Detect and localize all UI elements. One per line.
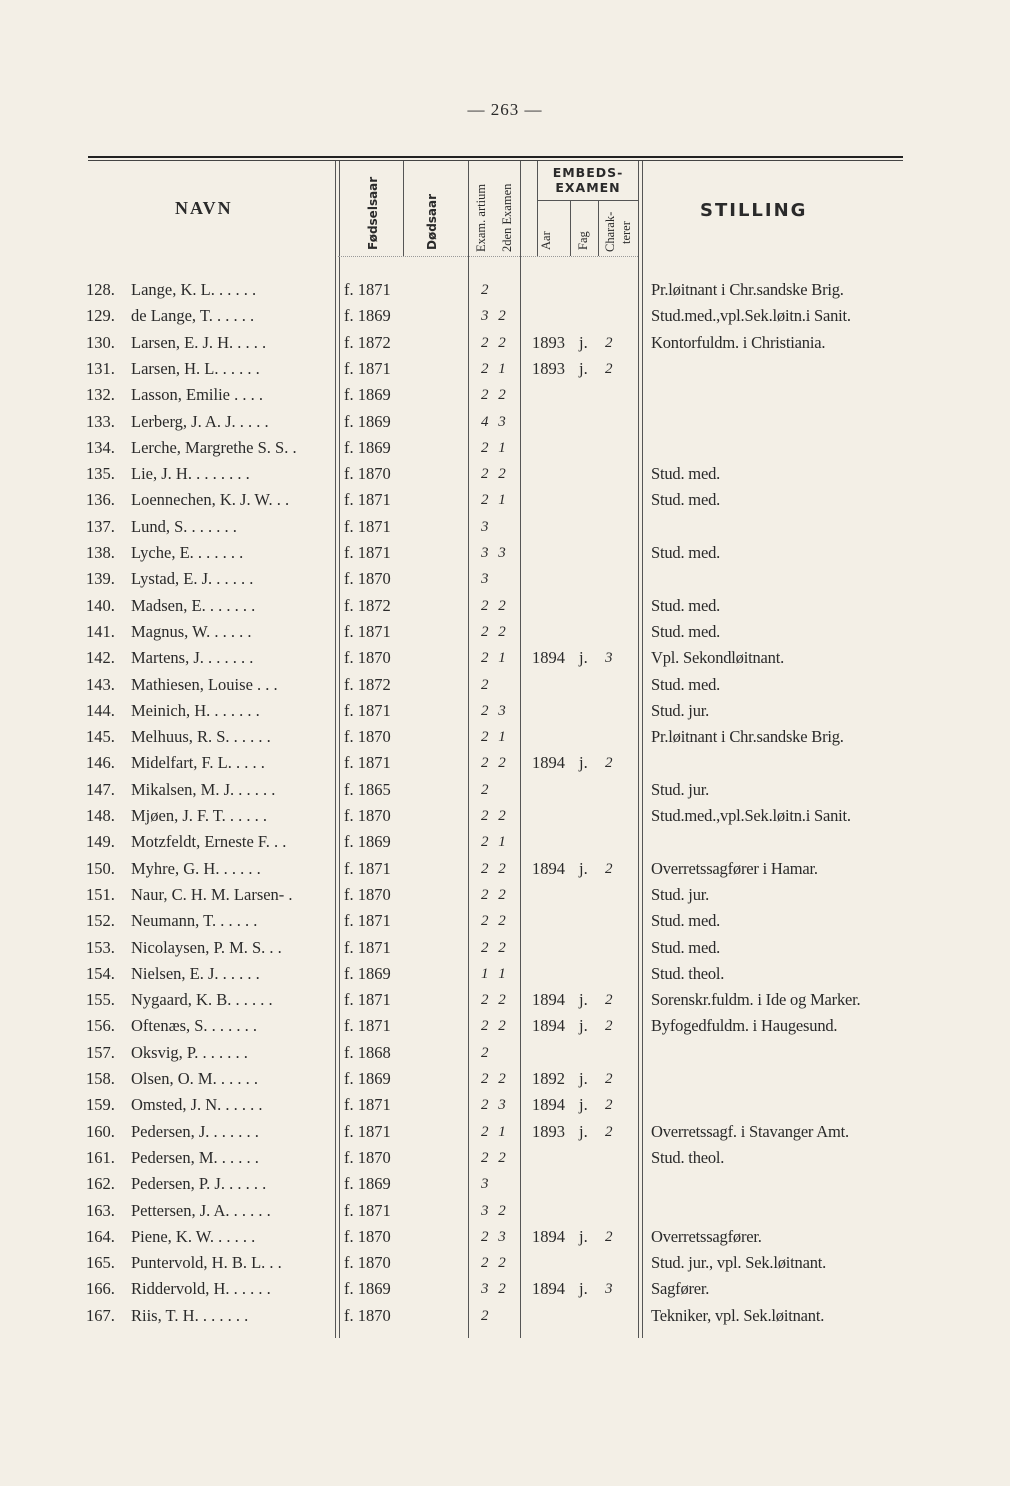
table-row [0, 593, 1010, 619]
row-exam-character: 2 [605, 860, 613, 877]
table-row [0, 935, 1010, 961]
row-occupation: Stud. med. [651, 937, 721, 957]
row-number: 166. [86, 1279, 115, 1299]
row-birth-year: f. 1871 [344, 1121, 391, 1141]
row-occupation: Overretssagfører i Hamar. [651, 858, 818, 878]
table-row [0, 1303, 1010, 1329]
row-name: Naur, C. H. M. Larsen- . [131, 884, 293, 904]
row-exam-character: 2 [605, 1018, 613, 1035]
row-name: Nielsen, E. J. . . . . . [131, 963, 260, 983]
row-exam-grades: 2 1 [481, 834, 509, 851]
row-birth-year: f. 1869 [344, 1174, 391, 1194]
row-exam-character: 2 [605, 1123, 613, 1140]
row-occupation: Sagfører. [651, 1279, 710, 1299]
table-row [0, 750, 1010, 776]
row-name: Larsen, E. J. H. . . . . [131, 332, 267, 352]
header-navn: NAVN [175, 198, 233, 218]
row-birth-year: f. 1870 [344, 1305, 391, 1325]
row-occupation: Stud. med. [651, 911, 721, 931]
row-exam-grades: 2 2 [481, 860, 509, 877]
row-name: Lyche, E. . . . . . . [131, 543, 244, 562]
row-birth-year: f. 1870 [344, 727, 391, 747]
row-birth-year: f. 1871 [344, 280, 391, 299]
row-exam-grades: 2 [481, 1307, 492, 1324]
row-number: 163. [86, 1200, 115, 1220]
row-occupation: Stud. theol. [651, 963, 725, 983]
row-number: 138. [86, 543, 115, 562]
row-name: Nicolaysen, P. M. S. . . [131, 937, 282, 957]
row-name: Meinich, H. . . . . . . [131, 700, 260, 720]
row-number: 142. [86, 648, 115, 668]
table-row [0, 330, 1010, 356]
row-exam-grades: 2 1 [481, 1123, 509, 1140]
top-rule-thin [88, 160, 903, 161]
table-row [0, 1013, 1010, 1039]
row-exam-grades: 2 2 [481, 466, 509, 483]
table-row [0, 487, 1010, 513]
row-name: Lasson, Emilie . . . . [131, 385, 263, 405]
row-birth-year: f. 1870 [344, 806, 391, 825]
row-exam-field: j. [579, 858, 588, 878]
row-exam-year: 1894 [532, 858, 565, 878]
row-exam-grades: 2 3 [481, 1228, 509, 1245]
header-fodselsaar: Fødselsaar [366, 176, 380, 250]
table-row [0, 540, 1010, 566]
row-exam-grades: 2 1 [481, 360, 509, 377]
row-exam-field: j. [579, 1095, 588, 1115]
row-number: 153. [86, 937, 115, 957]
row-occupation: Stud. med. [651, 490, 721, 510]
row-exam-year: 1894 [532, 1016, 565, 1036]
row-name: Puntervold, H. B. L. . . [131, 1253, 282, 1273]
row-number: 144. [86, 700, 115, 720]
row-exam-field: j. [579, 1279, 588, 1299]
row-occupation: Byfogedfuldm. i Haugesund. [651, 1016, 838, 1036]
row-occupation: Overretssagfører. [651, 1226, 762, 1246]
row-occupation: Stud. jur. [651, 779, 710, 799]
row-number: 150. [86, 858, 115, 878]
row-exam-field: j. [579, 1226, 588, 1246]
row-exam-year: 1894 [532, 1279, 565, 1299]
row-exam-grades: 3 3 [481, 545, 509, 561]
embeds-rule [538, 200, 638, 201]
row-number: 135. [86, 464, 115, 484]
header-bottom-rule [338, 256, 638, 257]
row-exam-grades: 2 1 [481, 650, 509, 667]
row-exam-grades: 3 [481, 518, 492, 535]
row-birth-year: f. 1868 [344, 1042, 391, 1062]
row-birth-year: f. 1870 [344, 1147, 391, 1167]
row-birth-year: f. 1871 [344, 1095, 391, 1115]
row-exam-grades: 2 1 [481, 439, 509, 456]
row-birth-year: f. 1869 [344, 306, 391, 326]
row-exam-grades: 2 [481, 676, 492, 693]
column-line-embeds [537, 161, 538, 256]
row-number: 131. [86, 358, 115, 378]
row-number: 132. [86, 385, 115, 405]
row-exam-grades: 2 2 [481, 623, 509, 640]
row-exam-field: j. [579, 1016, 588, 1036]
row-number: 148. [86, 806, 115, 825]
row-birth-year: f. 1872 [344, 674, 391, 694]
row-number: 159. [86, 1095, 115, 1115]
row-birth-year: f. 1871 [344, 753, 391, 773]
row-occupation: Stud. med. [651, 464, 721, 484]
table-row [0, 461, 1010, 487]
row-birth-year: f. 1871 [344, 937, 391, 957]
row-exam-character: 2 [605, 992, 613, 1009]
row-exam-character: 2 [605, 1071, 613, 1087]
row-occupation: Vpl. Sekondløitnant. [651, 648, 785, 668]
row-number: 133. [86, 411, 115, 431]
table-row [0, 1224, 1010, 1250]
table-row [0, 672, 1010, 698]
row-exam-grades: 2 2 [481, 597, 509, 614]
row-number: 157. [86, 1042, 115, 1062]
row-exam-year: 1894 [532, 753, 565, 773]
row-name: Pedersen, M. . . . . . [131, 1147, 259, 1167]
row-exam-grades: 2 1 [481, 729, 509, 746]
header-anden-examen: 2den Examen [500, 183, 514, 252]
row-birth-year: f. 1869 [344, 437, 391, 457]
column-line-dodsaar [403, 161, 404, 256]
table-row [0, 1171, 1010, 1197]
table-row [0, 514, 1010, 540]
table-row [0, 856, 1010, 882]
row-occupation: Stud. jur. [651, 700, 710, 720]
row-exam-character: 3 [605, 650, 613, 667]
row-occupation: Pr.løitnant i Chr.sandske Brig. [651, 727, 844, 747]
table-row [0, 1092, 1010, 1118]
row-occupation: Stud. jur. [651, 884, 710, 904]
row-number: 165. [86, 1253, 115, 1273]
row-exam-field: j. [579, 753, 588, 773]
row-number: 143. [86, 674, 115, 694]
header-charak: Charak- [603, 211, 617, 252]
row-exam-year: 1894 [532, 1226, 565, 1246]
row-number: 164. [86, 1226, 115, 1246]
header-embeds-examen: EMBEDS-EXAMEN [552, 165, 624, 195]
row-number: 147. [86, 779, 115, 799]
row-occupation: Tekniker, vpl. Sek.løitnant. [651, 1305, 825, 1325]
row-number: 130. [86, 332, 115, 352]
row-number: 141. [86, 621, 115, 641]
table-row [0, 1145, 1010, 1171]
row-birth-year: f. 1865 [344, 779, 391, 799]
row-number: 156. [86, 1016, 115, 1036]
table-row [0, 803, 1010, 829]
row-name: Larsen, H. L. . . . . . [131, 358, 260, 378]
row-birth-year: f. 1872 [344, 332, 391, 352]
row-occupation: Overretssagf. i Stavanger Amt. [651, 1121, 849, 1141]
row-name: Lerberg, J. A. J. . . . . [131, 411, 269, 431]
column-line-char [598, 200, 599, 256]
row-birth-year: f. 1872 [344, 595, 391, 615]
row-occupation: Pr.løitnant i Chr.sandske Brig. [651, 280, 844, 299]
table-row [0, 698, 1010, 724]
row-birth-year: f. 1870 [344, 648, 391, 668]
row-occupation: Stud.med.,vpl.Sek.løitn.i Sanit. [651, 306, 851, 326]
row-exam-grades: 2 2 [481, 334, 509, 351]
row-occupation: Stud. theol. [651, 1147, 725, 1167]
row-birth-year: f. 1870 [344, 884, 391, 904]
row-number: 152. [86, 911, 115, 931]
row-name: Olsen, O. M. . . . . . [131, 1069, 258, 1088]
row-birth-year: f. 1871 [344, 543, 391, 562]
table-row [0, 435, 1010, 461]
row-exam-grades: 2 2 [481, 886, 509, 903]
row-number: 155. [86, 990, 115, 1010]
row-number: 154. [86, 963, 115, 983]
row-exam-grades: 2 2 [481, 939, 509, 956]
row-exam-character: 2 [605, 755, 613, 772]
row-exam-character: 2 [605, 1228, 613, 1245]
table-row [0, 829, 1010, 855]
table-row [0, 409, 1010, 435]
row-name: Lange, K. L. . . . . . [131, 280, 257, 299]
row-name: Lystad, E. J. . . . . . [131, 569, 254, 589]
row-exam-grades: 2 2 [481, 1018, 509, 1035]
row-exam-grades: 2 3 [481, 702, 509, 719]
row-exam-year: 1893 [532, 358, 565, 378]
row-birth-year: f. 1870 [344, 464, 391, 484]
row-birth-year: f. 1871 [344, 358, 391, 378]
row-name: Riddervold, H. . . . . . [131, 1279, 271, 1299]
table-row [0, 277, 1010, 303]
table-row [0, 1119, 1010, 1145]
row-name: Motzfeldt, Erneste F. . . [131, 832, 287, 852]
row-exam-grades: 2 2 [481, 1255, 509, 1272]
row-name: Mjøen, J. F. T. . . . . . [131, 806, 268, 825]
row-number: 160. [86, 1121, 115, 1141]
row-name: Myhre, G. H. . . . . . [131, 858, 261, 878]
row-name: Mikalsen, M. J. . . . . . [131, 779, 276, 799]
header-terer: terer [619, 221, 633, 244]
row-exam-character: 2 [605, 360, 613, 377]
row-occupation: Stud. jur., vpl. Sek.løitnant. [651, 1253, 827, 1273]
table-row [0, 356, 1010, 382]
table-row [0, 1250, 1010, 1276]
row-birth-year: f. 1871 [344, 990, 391, 1010]
row-birth-year: f. 1870 [344, 1253, 391, 1273]
row-occupation: Sorenskr.fuldm. i Ide og Marker. [651, 990, 861, 1010]
row-birth-year: f. 1869 [344, 385, 391, 405]
row-birth-year: f. 1871 [344, 516, 391, 536]
row-name: Neumann, T. . . . . . [131, 911, 258, 931]
row-name: de Lange, T. . . . . . [131, 306, 255, 326]
row-birth-year: f. 1869 [344, 1069, 391, 1088]
row-name: Pedersen, P. J. . . . . . [131, 1174, 267, 1194]
row-exam-year: 1894 [532, 648, 565, 668]
row-exam-grades: 2 2 [481, 992, 509, 1009]
row-exam-grades: 2 2 [481, 808, 509, 824]
row-exam-field: j. [579, 332, 588, 352]
row-birth-year: f. 1871 [344, 1016, 391, 1036]
row-birth-year: f. 1871 [344, 911, 391, 931]
row-exam-year: 1893 [532, 332, 565, 352]
table-row [0, 303, 1010, 329]
row-name: Oftenæs, S. . . . . . . [131, 1016, 258, 1036]
row-exam-grades: 3 [481, 571, 492, 588]
row-name: Martens, J. . . . . . . [131, 648, 254, 668]
table-row [0, 908, 1010, 934]
row-name: Magnus, W. . . . . . [131, 621, 252, 641]
row-name: Omsted, J. N. . . . . . [131, 1095, 263, 1115]
row-name: Oksvig, P. . . . . . . [131, 1042, 248, 1062]
row-exam-grades: 2 2 [481, 1071, 509, 1087]
row-number: 139. [86, 569, 115, 589]
row-occupation: Stud. med. [651, 595, 721, 615]
row-name: Midelfart, F. L. . . . . [131, 753, 265, 773]
row-birth-year: f. 1871 [344, 700, 391, 720]
row-exam-grades: 1 1 [481, 965, 509, 982]
row-exam-field: j. [579, 358, 588, 378]
page-number: — 263 — [467, 100, 543, 119]
row-exam-character: 2 [605, 1097, 613, 1114]
row-exam-grades: 2 2 [481, 387, 509, 404]
header-dodsaar: Dødsaar [425, 193, 439, 250]
table-row [0, 961, 1010, 987]
row-birth-year: f. 1869 [344, 1279, 391, 1299]
row-birth-year: f. 1870 [344, 1226, 391, 1246]
top-rule [88, 156, 903, 158]
row-exam-grades: 3 2 [481, 1202, 509, 1219]
row-exam-grades: 3 [481, 1176, 492, 1193]
table-row [0, 382, 1010, 408]
row-exam-year: 1894 [532, 1095, 565, 1115]
header-exam-artium: Exam. artium [474, 183, 488, 252]
row-number: 134. [86, 437, 115, 457]
row-name: Lie, J. H. . . . . . . . [131, 464, 250, 484]
row-exam-field: j. [579, 1069, 588, 1088]
row-exam-year: 1893 [532, 1121, 565, 1141]
row-exam-character: 2 [605, 334, 613, 351]
row-birth-year: f. 1869 [344, 411, 391, 431]
row-number: 140. [86, 595, 115, 615]
row-exam-field: j. [579, 648, 588, 668]
row-exam-grades: 2 2 [481, 913, 509, 930]
table-row [0, 1040, 1010, 1066]
row-occupation: Stud. med. [651, 543, 721, 562]
row-birth-year: f. 1869 [344, 832, 391, 852]
row-exam-grades: 2 2 [481, 1149, 509, 1166]
column-line-fag [570, 200, 571, 256]
row-birth-year: f. 1870 [344, 569, 391, 589]
table-row [0, 987, 1010, 1013]
row-birth-year: f. 1871 [344, 490, 391, 510]
row-exam-grades: 2 [481, 1044, 492, 1061]
row-exam-grades: 2 3 [481, 1097, 509, 1114]
row-name: Nygaard, K. B. . . . . . [131, 990, 273, 1010]
row-number: 129. [86, 306, 115, 326]
table-row [0, 1198, 1010, 1224]
row-name: Madsen, E. . . . . . . [131, 595, 256, 615]
header-stilling: STILLING [700, 200, 808, 221]
row-exam-grades: 4 3 [481, 413, 509, 430]
row-exam-grades: 2 2 [481, 755, 509, 772]
row-occupation: Stud. med. [651, 674, 721, 694]
row-occupation: Stud.med.,vpl.Sek.løitn.i Sanit. [651, 806, 851, 825]
row-number: 151. [86, 884, 115, 904]
row-birth-year: f. 1871 [344, 1200, 391, 1220]
header-fag: Fag [576, 231, 590, 250]
row-exam-year: 1892 [532, 1069, 565, 1088]
row-number: 161. [86, 1147, 115, 1167]
row-exam-grades: 2 1 [481, 492, 509, 509]
table-row [0, 724, 1010, 750]
table-row [0, 645, 1010, 671]
row-occupation: Kontorfuldm. i Christiania. [651, 332, 826, 352]
row-birth-year: f. 1871 [344, 858, 391, 878]
row-name: Pedersen, J. . . . . . . [131, 1121, 259, 1141]
row-occupation: Stud. med. [651, 621, 721, 641]
row-exam-grades: 2 [481, 282, 492, 298]
table-row [0, 619, 1010, 645]
row-number: 137. [86, 516, 115, 536]
row-name: Loennechen, K. J. W. . . [131, 490, 290, 510]
row-name: Pettersen, J. A. . . . . . [131, 1200, 271, 1220]
row-number: 167. [86, 1305, 115, 1325]
row-name: Lerche, Margrethe S. S. . [131, 437, 297, 457]
row-name: Lund, S. . . . . . . [131, 516, 237, 536]
table-row [0, 1066, 1010, 1092]
row-birth-year: f. 1869 [344, 963, 391, 983]
row-name: Riis, T. H. . . . . . . [131, 1305, 249, 1325]
row-number: 145. [86, 727, 115, 747]
table-row [0, 777, 1010, 803]
row-exam-field: j. [579, 1121, 588, 1141]
row-number: 146. [86, 753, 115, 773]
row-name: Piene, K. W. . . . . . [131, 1226, 256, 1246]
row-exam-field: j. [579, 990, 588, 1010]
row-exam-grades: 3 2 [481, 308, 509, 325]
row-exam-year: 1894 [532, 990, 565, 1010]
row-number: 149. [86, 832, 115, 852]
row-exam-grades: 2 [481, 781, 492, 798]
table-row [0, 566, 1010, 592]
row-exam-character: 3 [605, 1281, 613, 1298]
row-name: Melhuus, R. S. . . . . . [131, 727, 271, 747]
row-number: 158. [86, 1069, 115, 1088]
row-number: 162. [86, 1174, 115, 1194]
row-exam-grades: 3 2 [481, 1281, 509, 1298]
table-row [0, 882, 1010, 908]
table-row [0, 1276, 1010, 1302]
row-birth-year: f. 1871 [344, 621, 391, 641]
row-number: 136. [86, 490, 115, 510]
row-number: 128. [86, 280, 115, 299]
row-name: Mathiesen, Louise . . . [131, 674, 278, 694]
header-aar: Aar [539, 231, 553, 250]
